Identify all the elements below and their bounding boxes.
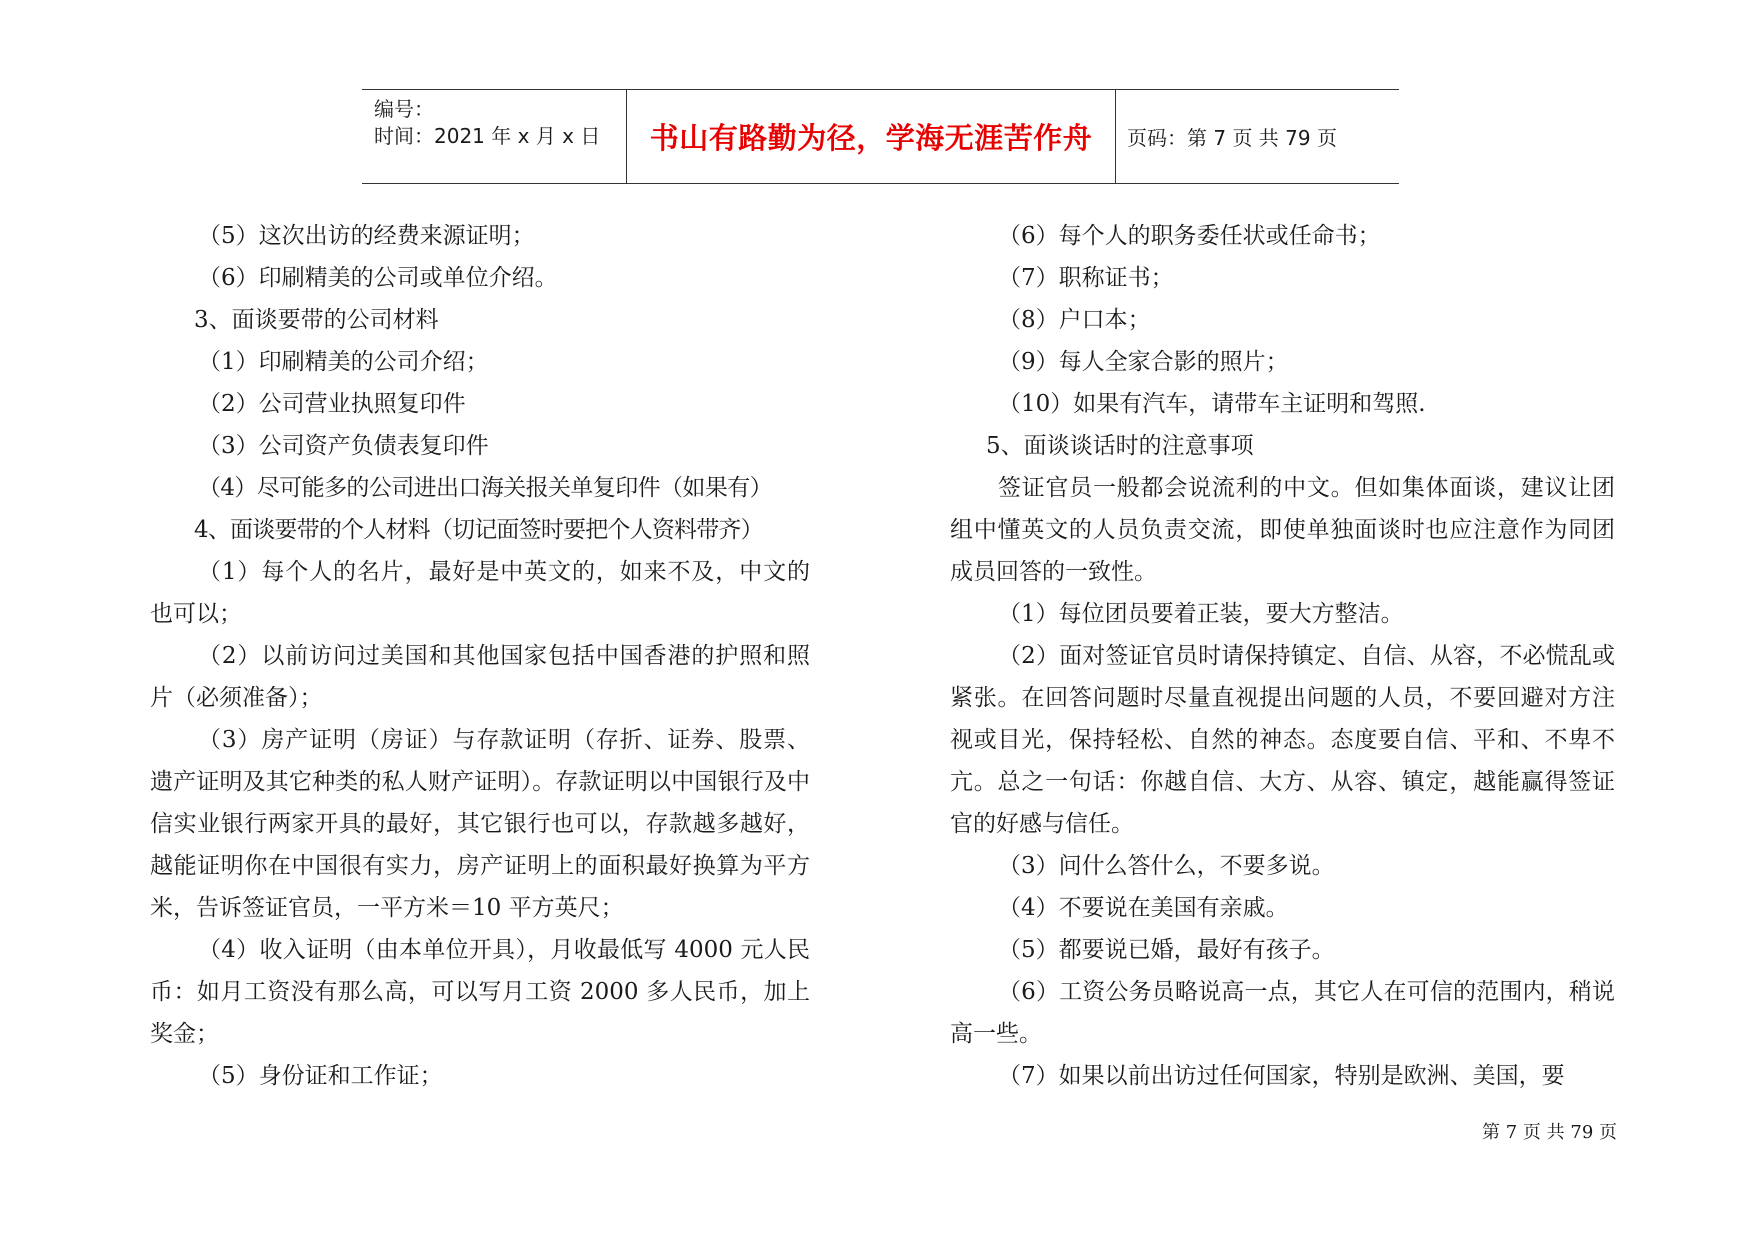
section-heading: 4、面谈要带的个人材料（切记面签时要把个人资料带齐） bbox=[194, 517, 763, 543]
paragraph: （3）房产证明（房证）与存款证明（存折、证券、股票、遗产证明及其它种类的私人财产证明）。存款证明以中国银行及中信实业银行两家开具的最好，其它银行也可以，存款越多越好，越能证明你在中国很有实力，房产证明上的面积最好换算为平方米，告诉签证官员，一平方米＝10 平方英尺； bbox=[150, 727, 810, 921]
paragraph: （8）户口本； bbox=[998, 307, 1151, 333]
paragraph: （7）职称证书； bbox=[998, 265, 1174, 291]
number-label: 编号： bbox=[374, 97, 434, 121]
paragraph: （10）如果有汽车，请带车主证明和驾照. bbox=[998, 391, 1426, 417]
paragraph: （6）印刷精美的公司或单位介绍。 bbox=[198, 265, 558, 291]
paragraph: （3）公司资产负债表复印件 bbox=[198, 433, 489, 459]
right-column bbox=[950, 215, 1615, 1097]
paragraph: （7）如果以前出访过任何国家，特别是欧洲、美国，要 bbox=[998, 1063, 1565, 1089]
paragraph: （3）问什么答什么，不要多说。 bbox=[998, 853, 1335, 879]
paragraph: （1）每个人的名片，最好是中英文的，如来不及，中文的也可以； bbox=[150, 559, 810, 627]
paragraph: （5）这次出访的经费来源证明； bbox=[198, 223, 535, 249]
motto-text: 书山有路勤为径，学海无涯苦作舟 bbox=[627, 90, 1116, 183]
section-heading: 5、面谈谈话时的注意事项 bbox=[986, 433, 1254, 459]
paragraph: （6）工资公务员略说高一点，其它人在可信的范围内，稍说高一些。 bbox=[950, 979, 1615, 1047]
header-page-label: 页码：第 7 页 共 79 页 bbox=[1127, 126, 1337, 150]
time-label: 时间：2021 年 x 月 x 日 bbox=[374, 124, 601, 148]
paragraph: （1）印刷精美的公司介绍； bbox=[198, 349, 489, 375]
paragraph: （2）面对签证官员时请保持镇定、自信、从容，不必慌乱或紧张。在回答问题时尽量直视提出问题的人员，不要回避对方注视或目光，保持轻松、自然的神态。态度要自信、平和、不卑不亢。总之一句话：你越自信、大方、从容、镇定，越能赢得签证官的好感与信任。 bbox=[950, 643, 1615, 837]
paragraph: 签证官员一般都会说流利的中文。但如集体面谈，建议让团组中懂英文的人员负责交流，即使单独面谈时也应注意作为同团成员回答的一致性。 bbox=[950, 475, 1615, 585]
section-heading: 3、面谈要带的公司材料 bbox=[194, 307, 439, 333]
paragraph: （5）都要说已婚，最好有孩子。 bbox=[998, 937, 1335, 963]
page-footer: 第 7 页 共 79 页 bbox=[1482, 1122, 1617, 1143]
paragraph: （6）每个人的职务委任状或任命书； bbox=[998, 223, 1381, 249]
paragraph: （2）公司营业执照复印件 bbox=[198, 391, 466, 417]
paragraph: （2）以前访问过美国和其他国家包括中国香港的护照和照片（必须准备）； bbox=[150, 643, 810, 711]
paragraph: （5）身份证和工作证； bbox=[198, 1063, 443, 1089]
header-info-cell bbox=[362, 90, 627, 183]
paragraph: （4）收入证明（由本单位开具），月收最低写 4000 元人民币：如月工资没有那么高，可以写月工资 2000 多人民币，加上奖金； bbox=[150, 937, 810, 1047]
left-column bbox=[150, 215, 810, 1097]
paragraph: （4）不要说在美国有亲戚。 bbox=[998, 895, 1289, 921]
paragraph: （9）每人全家合影的照片； bbox=[998, 349, 1289, 375]
document-header bbox=[362, 89, 1399, 184]
paragraph: （1）每位团员要着正装，要大方整洁。 bbox=[998, 601, 1404, 627]
paragraph: （4）尽可能多的公司进出口海关报关单复印件（如果有） bbox=[198, 475, 773, 501]
